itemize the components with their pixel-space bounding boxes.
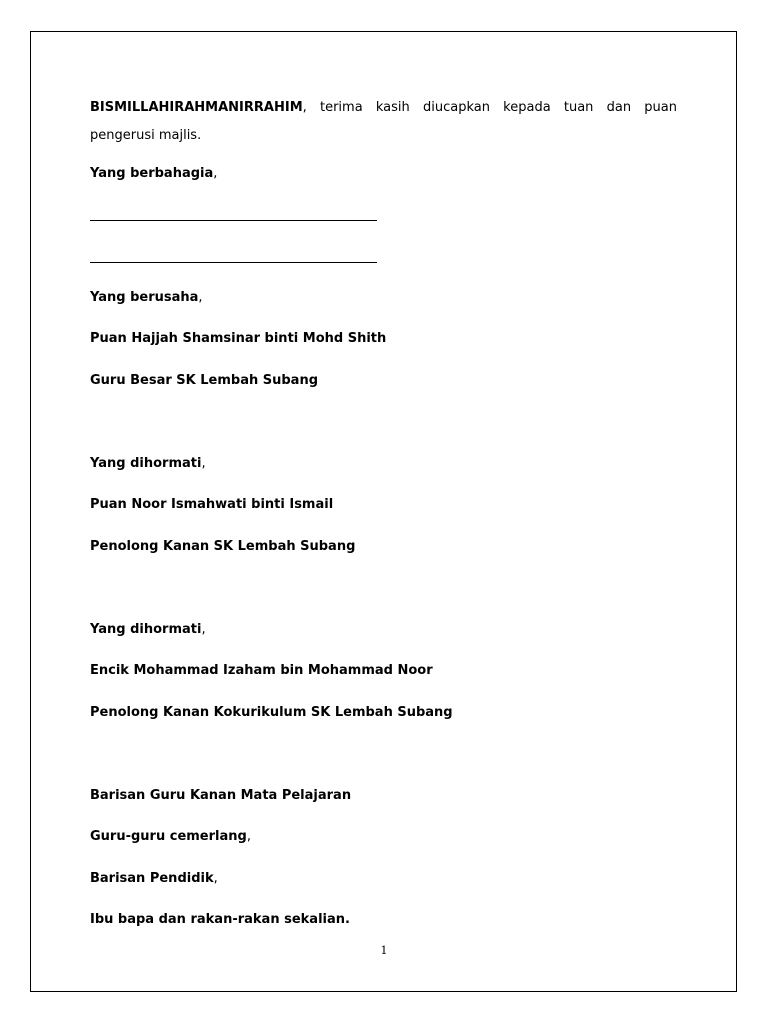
penolong-kokurikulum-name: Encik Mohammad Izaham bin Mohammad Noor (90, 663, 433, 678)
greeting-dihormati-2-text: Yang dihormati (90, 622, 202, 637)
comma: , (201, 622, 206, 637)
opening-salutation: BISMILLAHIRAHMANIRRAHIM (90, 100, 303, 115)
penolong-kokurikulum-title: Penolong Kanan Kokurikulum SK Lembah Subang (90, 705, 453, 720)
greeting-dihormati-1-text: Yang dihormati (90, 456, 202, 471)
greeting-dihormati-1 (90, 456, 206, 472)
comma: , (198, 290, 203, 305)
comma: , (213, 166, 218, 181)
greeting-berusaha (90, 290, 203, 306)
comma: , (201, 456, 206, 471)
greeting-berbahagia-text: Yang berbahagia (90, 166, 214, 181)
page-number: 1 (380, 944, 388, 957)
greeting-dihormati-2 (90, 622, 206, 638)
line-guru-cemerlang (90, 829, 251, 845)
line-guru-kanan: Barisan Guru Kanan Mata Pelajaran (90, 788, 352, 803)
comma: , (246, 829, 251, 844)
guru-besar-name: Puan Hajjah Shamsinar binti Mohd Shith (90, 331, 387, 346)
comma: , (213, 871, 218, 886)
penolong-kanan-title: Penolong Kanan SK Lembah Subang (90, 539, 356, 554)
opening-paragraph (90, 94, 677, 150)
penolong-kanan-name: Puan Noor Ismahwati binti Ismail (90, 497, 334, 512)
line-ibu-bapa: Ibu bapa dan rakan-rakan sekalian. (90, 912, 350, 927)
guru-besar-title: Guru Besar SK Lembah Subang (90, 373, 319, 388)
blank-name-line-2 (90, 262, 377, 263)
greeting-berbahagia (90, 166, 217, 182)
line-guru-cemerlang-text: Guru-guru cemerlang (90, 829, 247, 844)
greeting-berusaha-text: Yang berusaha (90, 290, 199, 305)
line-pendidik (90, 871, 218, 887)
line-pendidik-text: Barisan Pendidik (90, 871, 214, 886)
opening-text: , terima kasih diucapkan kepada tuan dan puan pengerusi majlis. (90, 100, 677, 143)
blank-name-line-1 (90, 220, 377, 221)
